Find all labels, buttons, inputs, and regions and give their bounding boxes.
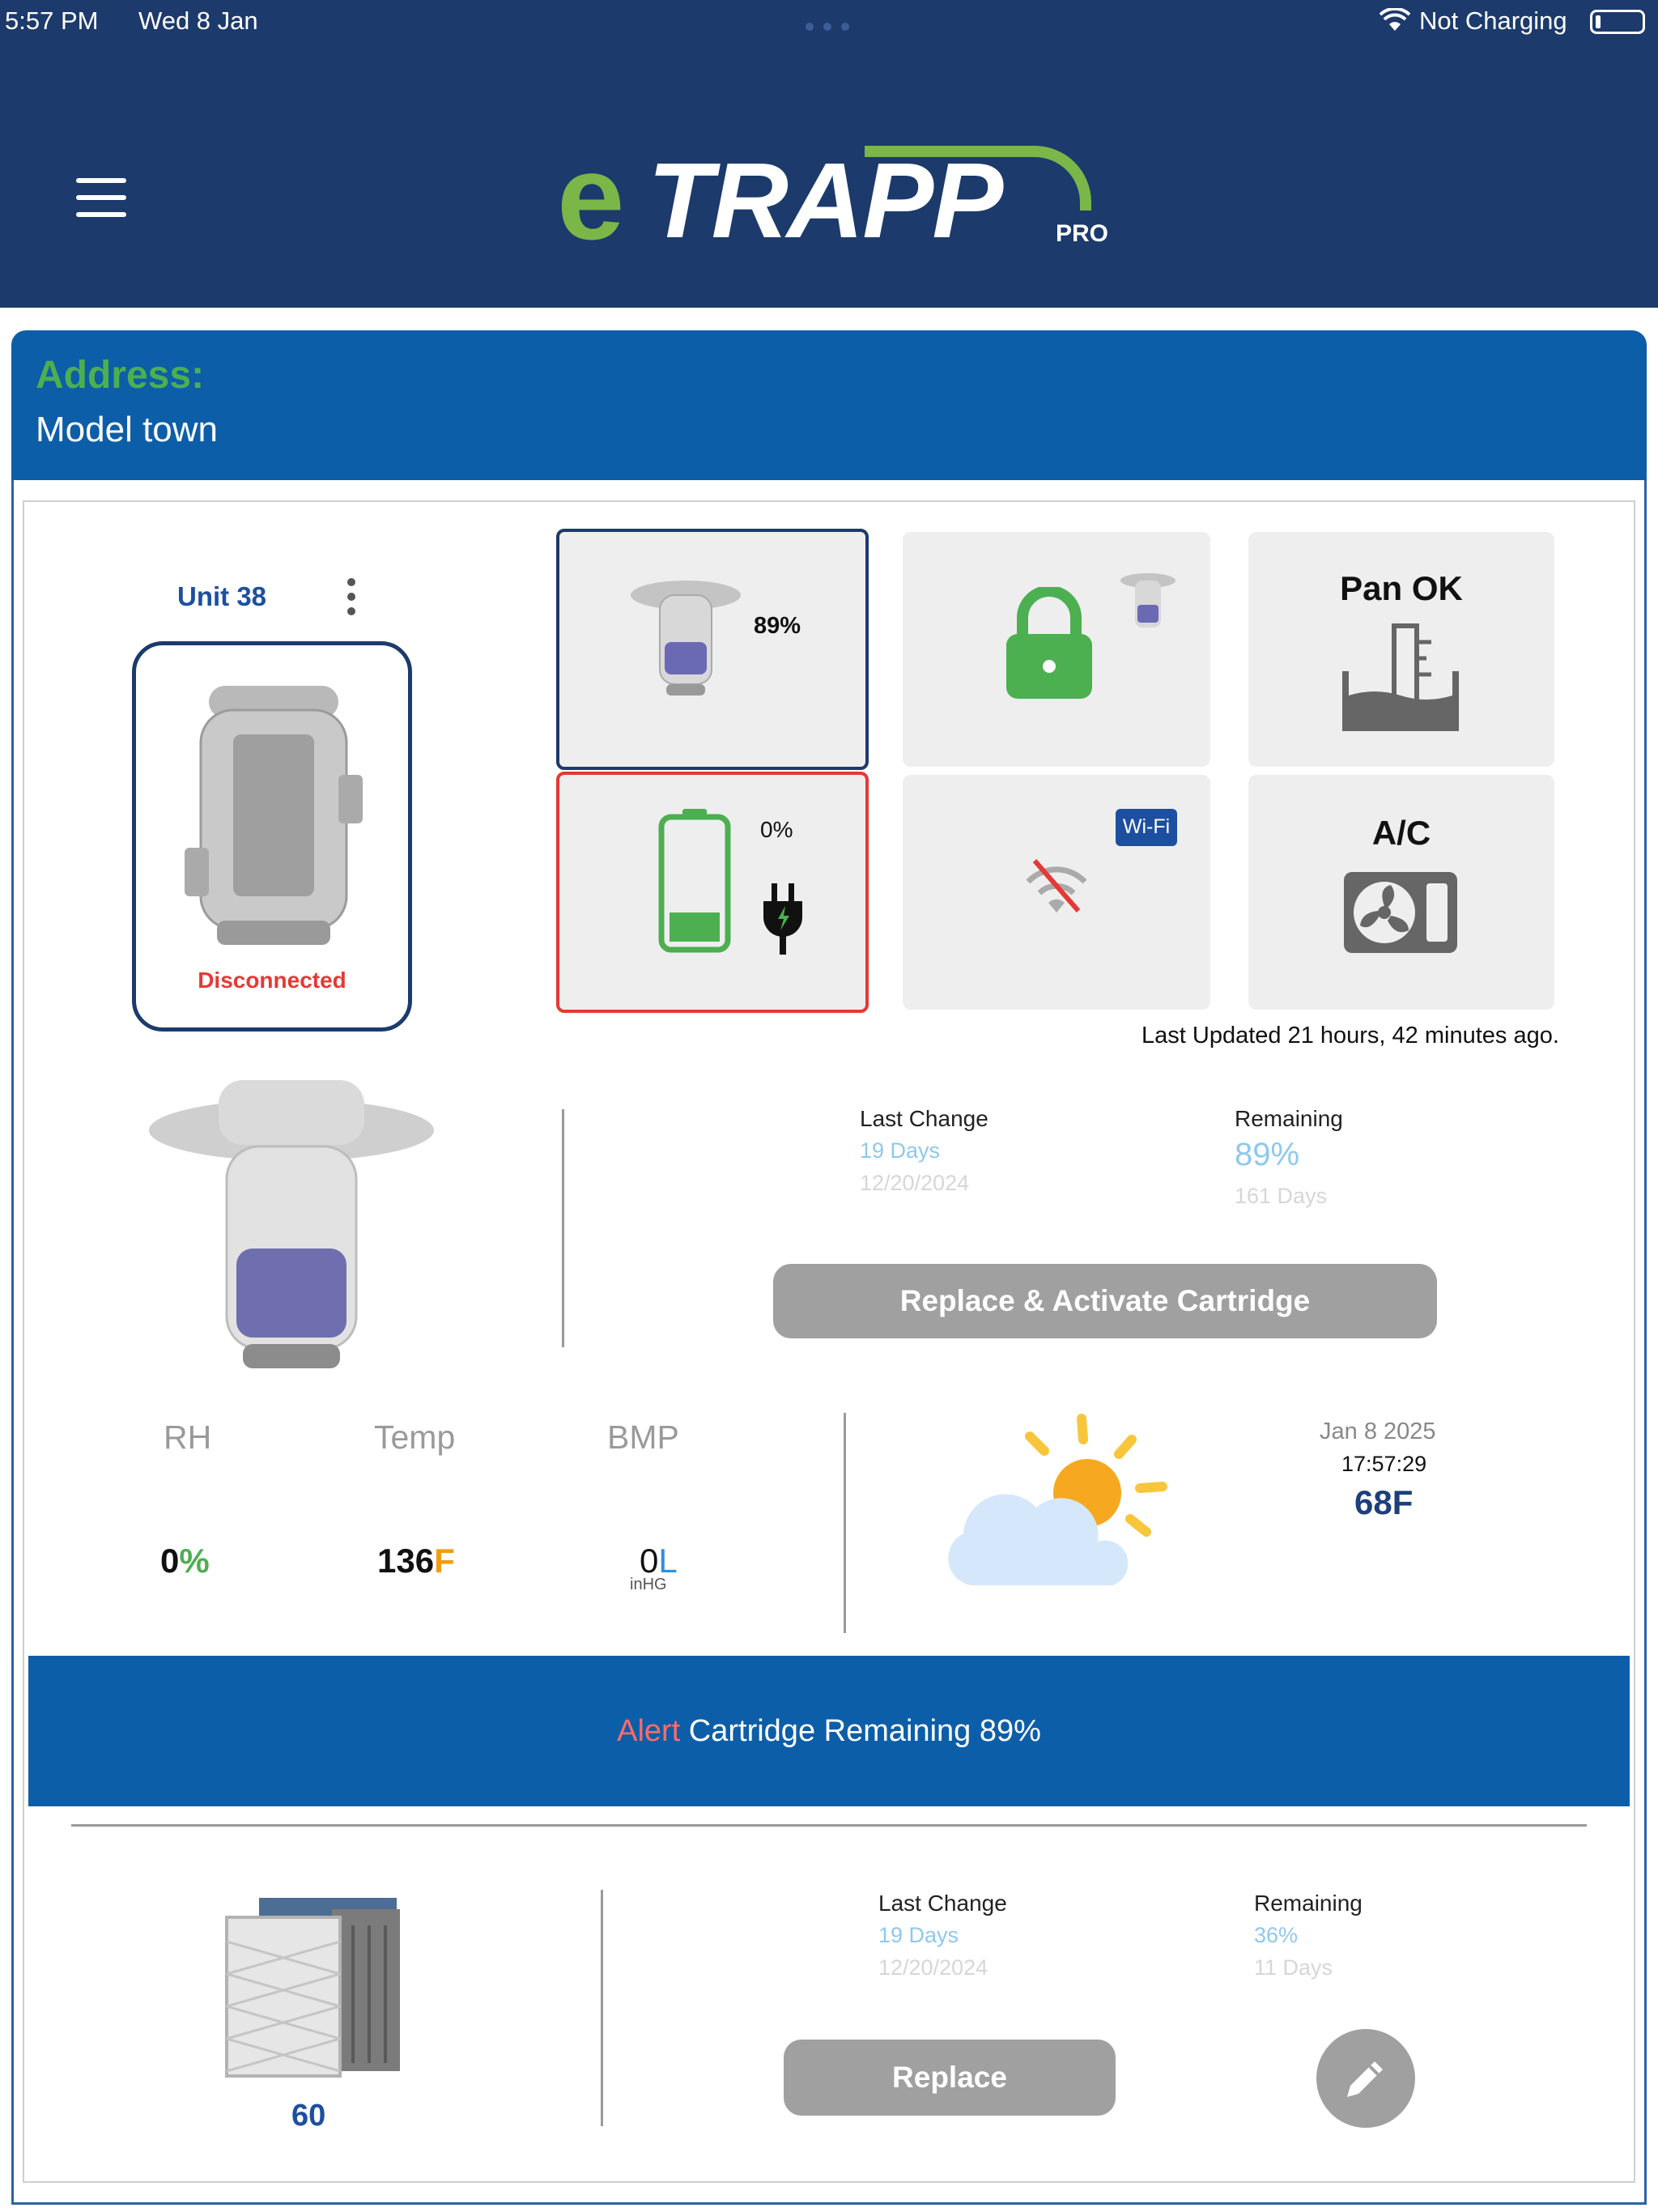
filter-remaining-days: 11 Days (1254, 1955, 1333, 1980)
ac-label: A/C (1371, 814, 1431, 852)
edit-filter-button[interactable] (1316, 2029, 1415, 2128)
temp-label: Temp (374, 1419, 456, 1456)
cartridge-percent: 89% (754, 613, 801, 639)
address-label: Address: (36, 354, 205, 397)
filter-size: 60 (291, 2099, 326, 2133)
address-value: Model town (36, 410, 219, 449)
weather-temp: 68F (1354, 1483, 1414, 1521)
last-updated: Last Updated 21 hours, 42 minutes ago. (1141, 1023, 1559, 1049)
filter-last-change-date: 12/20/2024 (878, 1955, 988, 1980)
small-cartridge-icon (1120, 569, 1176, 637)
app-header (0, 0, 1658, 308)
filter-last-change-days: 19 Days (878, 1923, 959, 1947)
address-panel (11, 330, 1647, 480)
cartridge-icon (629, 572, 742, 702)
divider (562, 1109, 564, 1347)
weather-time: 17:57:29 (1341, 1452, 1427, 1476)
section-divider (71, 1824, 1587, 1827)
cartridge-remaining-days: 161 Days (1235, 1184, 1328, 1208)
cartridge-level-tile[interactable] (556, 529, 869, 770)
alert-text: Cartridge Remaining 89% (680, 1714, 1041, 1748)
cartridge-last-change-days: 19 Days (860, 1138, 941, 1163)
wifi-badge: Wi-Fi (1116, 809, 1177, 846)
lock-icon (1005, 587, 1094, 700)
battery-status-icon (1590, 10, 1645, 34)
ac-tile[interactable] (1248, 775, 1554, 1010)
trap-device-image (176, 678, 371, 953)
cartridge-remaining-label: Remaining (1235, 1106, 1343, 1131)
replace-activate-cartridge-button[interactable]: Replace & Activate Cartridge (773, 1264, 1437, 1338)
cartridge-remaining-percent: 89% (1235, 1137, 1300, 1172)
pencil-icon (1344, 2057, 1388, 2100)
drain-pan-icon (1342, 623, 1459, 733)
menu-icon[interactable] (76, 178, 126, 217)
battery-percent: 0% (760, 817, 793, 842)
alert-banner (28, 1656, 1630, 1806)
alert-prefix: Alert (617, 1714, 681, 1748)
cartridge-last-change-date: 12/20/2024 (860, 1171, 970, 1195)
wifi-tile[interactable] (903, 775, 1210, 1010)
weather-date: Jan 8 2025 (1320, 1419, 1436, 1444)
filter-remaining-percent: 36% (1254, 1923, 1299, 1947)
bmp-label: BMP (607, 1419, 679, 1456)
unit-status: Disconnected (198, 968, 346, 993)
battery-tile[interactable] (556, 772, 869, 1013)
cartridge-image (146, 1066, 437, 1389)
divider (601, 1890, 603, 2126)
filter-last-change-label: Last Change (878, 1891, 1007, 1916)
charging-plug-icon (760, 882, 806, 956)
divider (844, 1413, 846, 1633)
unit-device-card[interactable] (132, 641, 412, 1032)
wifi-status-icon (1380, 8, 1410, 32)
battery-icon (658, 807, 731, 953)
status-date: Wed 8 Jan (138, 6, 258, 35)
bmp-value: 0L (640, 1542, 678, 1580)
etrapp-pro-logo: e TRAPP PRO (557, 129, 1109, 265)
ac-unit-icon (1342, 870, 1459, 959)
lock-status-tile[interactable] (903, 532, 1210, 767)
pan-label: Pan OK (1340, 569, 1463, 607)
charging-status: Not Charging (1419, 6, 1567, 35)
partly-sunny-weather-icon (939, 1412, 1174, 1590)
pan-status-tile[interactable] (1248, 532, 1554, 767)
cartridge-last-change-label: Last Change (860, 1106, 988, 1131)
bmp-unit-sub: inHG (630, 1576, 667, 1593)
rh-label: RH (164, 1419, 212, 1456)
unit-name: Unit 38 (177, 581, 267, 611)
wifi-off-icon (1020, 856, 1093, 921)
air-filter-image (219, 1893, 405, 2079)
status-time: 5:57 PM (5, 6, 99, 35)
multitask-dots-icon[interactable] (803, 21, 852, 31)
filter-remaining-label: Remaining (1254, 1891, 1363, 1916)
more-options-icon[interactable] (343, 576, 359, 617)
rh-value: 0% (160, 1542, 210, 1580)
replace-filter-button[interactable]: Replace (784, 2040, 1116, 2116)
temp-value: 136F (377, 1542, 455, 1580)
